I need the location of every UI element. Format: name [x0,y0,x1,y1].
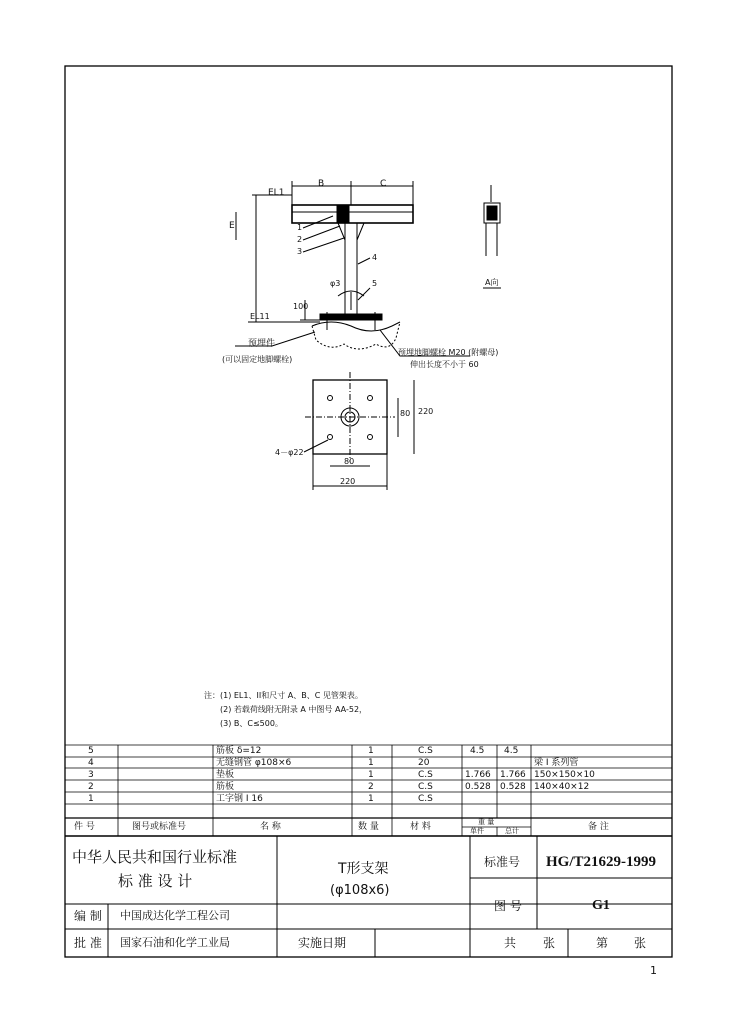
bom-cell-material: C.S [418,782,433,792]
label-anchor-bolt: 预埋地脚螺栓 M20 (附螺母) [398,348,499,357]
compile-label: 编 制 [74,909,102,923]
bom-cell-no: 2 [88,782,94,792]
bom-header-name: 名 称 [260,822,281,832]
sheet-number-label: 第 [596,936,609,950]
bom-header-weight: 重 量 [478,818,495,826]
note-line-2: (2) 若载荷线附无附录 A 中图号 AA-52， [220,705,368,714]
bom-header-weight-total: 总计 [505,827,519,835]
label-dim-b: B [318,179,325,189]
note-line-1: 注：(1) EL1、II和尺寸 A、B、C 见管架表。 [204,691,363,700]
callout-3: 3 [297,247,303,256]
approve-label: 批 准 [74,936,102,950]
bom-cell-remark: 梁 I 系列管 [534,758,579,768]
bom-cell-material: C.S [418,770,433,780]
bom-cell-qty: 2 [368,782,374,792]
bom-cell-no: 1 [88,794,94,804]
bom-cell-qty: 1 [368,746,374,756]
bom-cell-qty: 1 [368,794,374,804]
sheet-number-unit: 张 [634,936,647,950]
callout-4: 4 [372,253,378,262]
bom-cell-qty: 1 [368,758,374,768]
compile-value: 中国成达化学工程公司 [120,909,230,922]
standard-number-label: 标准号 [484,855,521,869]
bom-cell-no: 3 [88,770,94,780]
bom-cell-name: 无缝钢管 φ108×6 [216,758,292,768]
bom-cell-weight-single: 4.5 [470,746,485,756]
bom-cell-weight-total: 0.528 [500,782,526,792]
org-line-2: 标 准 设 计 [118,872,193,890]
plan-dim-220-horizontal: 220 [340,477,356,486]
base-plate-plan [304,372,414,490]
bom-cell-name: 筋板 [216,782,235,792]
note-line-3: (3) B、C≤500。 [220,719,283,728]
label-dim-e: E [229,221,235,231]
bom-header-qty: 数 量 [358,822,379,832]
bom-cell-material: 20 [418,758,430,768]
bom-header-material: 材 料 [410,822,431,832]
bom-header-no: 件 号 [74,822,95,832]
bom-cell-weight-single: 0.528 [465,782,491,792]
bom-cell-remark: 150×150×10 [534,770,595,780]
org-line-1: 中华人民共和国行业标准 [72,848,238,866]
bom-cell-weight-total: 4.5 [504,746,519,756]
total-sheets-unit: 张 [543,936,556,950]
bom-cell-weight-total: 1.766 [500,770,526,780]
page-number: 1 [650,964,657,977]
plan-dim-220-vertical: 220 [418,407,434,416]
callout-1: 1 [297,223,303,232]
drawing-title: T形支架 [338,861,389,877]
plan-dim-80-horizontal: 80 [344,457,355,466]
label-phi3: φ3 [330,279,341,288]
bom-header-std: 图号或标准号 [132,822,187,832]
drawing-subtitle: (φ108x6) [330,883,390,898]
implementation-date-label: 实施日期 [298,936,347,950]
label-view-a: A向 [485,278,499,287]
plan-holes-label: 4－φ22 [275,448,304,457]
total-sheets-label: 共 [504,936,517,950]
bom-cell-no: 4 [88,758,94,768]
bom-cell-no: 5 [88,746,94,756]
label-el-bottom: EL11 [250,312,270,321]
label-el-top: EL1 [268,188,285,198]
bom-cell-name: 垫板 [216,770,235,780]
drawing-number-value: G1 [592,898,610,913]
bom-cell-name: 筋板 δ=12 [216,746,262,756]
approve-value: 国家石油和化学工业局 [120,936,230,949]
bom-header-weight-single: 单件 [470,827,484,835]
callout-5: 5 [372,279,378,288]
callout-2: 2 [297,235,303,244]
bom-cell-name: 工字钢 I 16 [216,794,263,804]
label-embedded-part: 预埋件 [248,339,276,349]
label-embedded-note: (可以固定地脚螺栓) [222,355,293,364]
bom-cell-material: C.S [418,794,433,804]
label-dim-c: C [380,179,387,189]
front-elevation [235,181,470,356]
side-view [483,185,501,288]
bom-cell-weight-single: 1.766 [465,770,491,780]
bom-cell-material: C.S [418,746,433,756]
label-100: 100 [293,302,309,311]
plan-dim-80-vertical: 80 [400,409,411,418]
bom-cell-qty: 1 [368,770,374,780]
bom-header-remark: 备 注 [588,822,609,832]
standard-number-value: HG/T21629-1999 [546,854,657,870]
label-anchor-length: 伸出长度不小于 60 [410,360,479,369]
drawing-number-label: 图 号 [494,899,522,913]
bom-cell-remark: 140×40×12 [534,782,590,792]
